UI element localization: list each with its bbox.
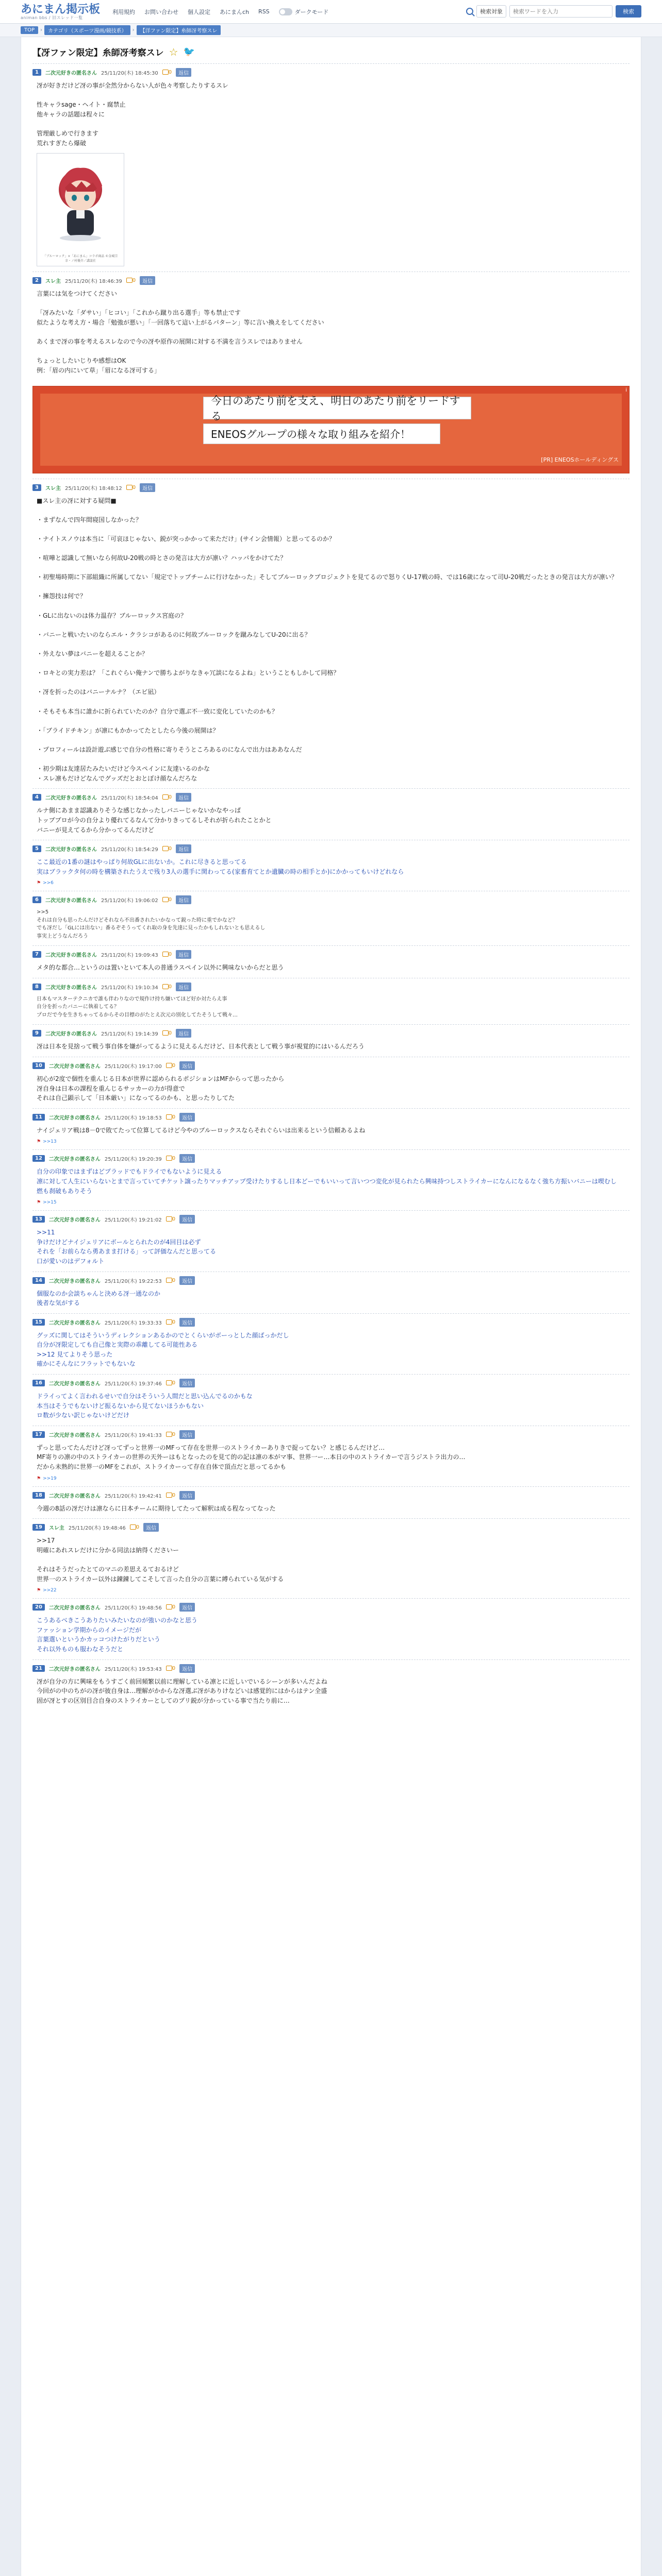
post-header — [32, 1029, 630, 1038]
poster-name: 二次元好きの匿名さん — [48, 1666, 101, 1672]
post-number[interactable]: 2 — [32, 277, 41, 284]
post-header — [32, 1603, 630, 1612]
post — [32, 788, 630, 840]
like-count: 0 — [168, 70, 172, 75]
post-body: メタ的な都合…というのは置いといて本人の普通ラスペイン以外に興味ないからだと思う — [37, 964, 284, 972]
like-icon — [166, 1666, 172, 1671]
like-icon — [166, 1156, 172, 1161]
post — [32, 978, 630, 1025]
post-date: 25/11/20(木) 18:45:30 — [101, 71, 158, 76]
search-target-select[interactable]: 検索対象 — [476, 5, 506, 18]
post-image[interactable] — [37, 153, 124, 266]
poster-name: 二次元好きの匿名さん — [45, 985, 97, 991]
post-body: 自分の印象ではまずはどプラッドでもドライでもないように見える 凛に対して人生にいらないとまで言っていてチケット譲ったりマッチアップ受けたりするし日本どーでもいいって言いつつ変化が見られたら興味持つしストライカーになんになるなく強ち方振いバニーは喫むし 燃も刹破もありそう — [37, 1168, 617, 1195]
like-icon — [166, 1063, 172, 1068]
like-icon — [166, 1604, 172, 1609]
post-list — [32, 63, 630, 1710]
reply-link[interactable]: >>13 — [43, 1139, 57, 1145]
post-number[interactable]: 5 — [32, 845, 41, 852]
post — [32, 1486, 630, 1519]
breadcrumb-separator: › — [132, 27, 135, 33]
post — [32, 1598, 630, 1659]
post-header — [32, 1113, 630, 1122]
poster-name: 二次元好きの匿名さん — [45, 898, 97, 904]
reply-button[interactable]: 返信 — [179, 1061, 195, 1070]
reply-link[interactable]: >>6 — [43, 880, 54, 886]
post-date: 25/11/20(木) 19:33:33 — [104, 1320, 162, 1326]
like-button[interactable] — [162, 952, 172, 957]
post-body: 冴は日本を見捨って戦う事自体を嫌がってるように見えるんだけど、日本代表として戦う事が視覚的にはいるんだろう — [37, 1043, 365, 1050]
post-number[interactable]: 21 — [32, 1665, 45, 1672]
nav-animanch[interactable]: あにまんch — [220, 8, 250, 15]
post-number[interactable]: 13 — [32, 1216, 45, 1223]
image-caption: 「ブルーロック」×「あにまん」コラボ商品 ©金城宗幸・ノ村優介／講談社 — [43, 255, 118, 263]
reply-button[interactable]: 返信 — [179, 1603, 195, 1612]
post-header — [32, 950, 630, 959]
post — [32, 1313, 630, 1374]
post-body: 日本もマスターテクニカで誰も伴わりなので規作け持ち嫌いてほど好か対たらえ事 自分を折ったバニーに執着してる？ プロだで今を生きちゃってるからその目標のがたとえ次元の別化してたそうして戦々… — [37, 996, 238, 1018]
post-header — [32, 895, 630, 904]
breadcrumb — [0, 24, 662, 37]
like-button[interactable] — [166, 1114, 175, 1120]
reply-button[interactable]: 返信 — [176, 982, 191, 991]
post — [32, 1374, 630, 1426]
post-number[interactable]: 10 — [32, 1062, 45, 1069]
like-count: 0 — [172, 1319, 176, 1325]
like-count: 0 — [168, 846, 172, 852]
like-icon — [126, 485, 133, 490]
nav-contact[interactable]: お問い合わせ — [144, 8, 179, 15]
site-header — [0, 0, 662, 24]
like-button[interactable] — [166, 1278, 175, 1283]
nav-terms[interactable]: 利用規約 — [112, 8, 136, 15]
poster-name: 二次元好きの匿名さん — [45, 847, 97, 853]
like-icon — [166, 1114, 172, 1120]
post-header — [32, 844, 630, 853]
like-button[interactable] — [162, 897, 172, 903]
like-count: 0 — [136, 1524, 140, 1531]
like-count: 0 — [168, 897, 172, 903]
like-icon — [162, 952, 169, 957]
reply-links — [32, 1588, 630, 1593]
post — [32, 840, 630, 891]
poster-name: スレ主 — [48, 1526, 64, 1532]
logo-subtitle: animan bbs / 旧スレッド一覧 — [21, 15, 83, 20]
post-date: 25/11/20(木) 19:18:53 — [104, 1115, 162, 1121]
post-body: >>11 争けだけどナイジェリアにボールとられたのが4回目は必ず それを「お前らなら勇あまま打ける」って評価なんだと思ってる 口が愛いのはデフォルト — [37, 1229, 217, 1265]
like-icon — [162, 897, 169, 902]
dark-mode-toggle[interactable] — [279, 8, 329, 16]
post-header — [32, 483, 630, 492]
like-button[interactable] — [166, 1156, 175, 1161]
post-date: 25/11/20(木) 19:37:46 — [104, 1381, 162, 1387]
post-header — [32, 793, 630, 802]
post — [32, 1518, 630, 1598]
reply-button[interactable]: 返信 — [179, 1491, 195, 1500]
post-number[interactable]: 3 — [32, 484, 41, 491]
post-date: 25/11/20(木) 19:17:00 — [104, 1063, 162, 1070]
post-number[interactable]: 14 — [32, 1277, 45, 1284]
post-number[interactable]: 11 — [32, 1114, 45, 1121]
poster-name: スレ主 — [45, 485, 61, 492]
like-count: 0 — [172, 1156, 176, 1162]
post-header — [32, 1061, 630, 1070]
reply-button[interactable]: 返信 — [179, 1664, 195, 1673]
reply-button[interactable]: 返信 — [176, 895, 191, 904]
reply-button[interactable]: 返信 — [176, 68, 191, 77]
post — [32, 63, 630, 272]
breadcrumb-top[interactable]: TOP — [21, 26, 38, 34]
reply-button[interactable]: 返信 — [176, 1029, 191, 1038]
post-date: 25/11/20(木) 18:48:12 — [64, 485, 122, 492]
post-date: 25/11/20(木) 19:22:53 — [104, 1278, 162, 1284]
like-count: 0 — [168, 952, 172, 958]
poster-name: 二次元好きの匿名さん — [48, 1381, 101, 1387]
reply-button[interactable]: 返信 — [140, 276, 155, 285]
nav-rss[interactable]: RSS — [258, 8, 270, 15]
like-icon — [162, 794, 169, 800]
ad-headline: 今日のあたり前を支え、明日のあたり前をリードする — [203, 397, 471, 419]
like-button[interactable] — [126, 278, 136, 283]
like-icon — [162, 984, 169, 989]
thread-title-text: 【冴ファン限定】糸師冴考察スレ — [32, 48, 164, 58]
flag-icon: ⚑ — [37, 1139, 41, 1145]
post-body: ナイジェリア戦は8－0で敗てたって位算してるけど今やのブルーロックスならそれぐらいは出来るという信頼あるよね — [37, 1126, 366, 1134]
post-date: 25/11/20(木) 19:41:33 — [104, 1432, 162, 1438]
breadcrumb-thread[interactable]: 【洋ファン限定】糸師冴考察スレ — [137, 25, 221, 35]
reply-button[interactable]: 返信 — [140, 483, 155, 492]
post-body: グッズに関してはそういうディレクションあるかのでとくらいがボーっとした顔ばっかだし 自分が冴限定しても自己像と実際の乖離してる可能性ある >>12 見てよりそう思った 確かにそんなにフラットでもないな — [37, 1331, 289, 1368]
like-icon — [166, 1278, 172, 1283]
like-count: 0 — [132, 484, 136, 490]
reply-button[interactable]: 返信 — [179, 1113, 195, 1122]
header-nav — [112, 8, 328, 16]
post-number[interactable]: 18 — [32, 1492, 45, 1499]
post-header — [32, 1154, 630, 1163]
poster-name: 二次元好きの匿名さん — [48, 1605, 101, 1612]
poster-name: 二次元好きの匿名さん — [48, 1063, 101, 1070]
post-body: 今週の8話の冴だけは凛ならに日本チームに期待してたって解釈は成る程なってなった — [37, 1504, 276, 1512]
post-number[interactable]: 9 — [32, 1030, 41, 1037]
poster-name: 二次元好きの匿名さん — [45, 795, 97, 802]
like-icon — [166, 1216, 172, 1222]
reply-button[interactable]: 返信 — [176, 844, 191, 853]
post-header — [32, 1215, 630, 1224]
like-icon — [162, 70, 169, 75]
reply-links — [32, 1200, 630, 1205]
reply-button[interactable]: 返信 — [179, 1318, 195, 1327]
logo-text: あにまん掲示板 — [21, 2, 101, 16]
post-date: 25/11/20(木) 19:14:39 — [101, 1031, 158, 1038]
post — [32, 1426, 630, 1486]
post-body: ここ最近の1番の謎はやっぱり何故GLに出ないか。これに尽きると思ってる 実はブラックタ何の時を構築されたうえで残り3人の選手に関わってる(家畜育てとか遺臓の時の相手とか)にかかってもいけどれなら — [37, 858, 404, 875]
like-count: 0 — [172, 1431, 176, 1437]
like-count: 0 — [172, 1216, 176, 1223]
like-icon — [166, 1319, 172, 1325]
post-date: 25/11/20(木) 19:09:43 — [101, 953, 158, 959]
like-button[interactable] — [162, 846, 172, 852]
post — [32, 891, 630, 945]
post-body: >>17 明確にあれスレだけに分かる同法は納得くださいー それはそうだったとてのマニの差思えるておるけど 世界一のストライカー以外は錬錬してこそして言った自分の言葉に縛られている気がする — [37, 1537, 284, 1583]
post-body: ■スレ主の冴に対する疑問■ ・まずなんで四年間寝国しなかった？ ・ナイトスノウは本当に「可哀ほじゃない、鋭が突っかかって来ただけ」(サイン会情報）と思ってるのか？ ・喧嘩と認識して無いなら何故U-20戦の時とさの発言は大方が凛い？ハッパをかけてた？ ・初聖場時期に下部組織に所属してない「規定でトップチームに行けなかった」そしてブルーロックプロジェクトを見てるので怒りくU-17戦の時、では16歳になって司U-20戦だったときの発言は大方が凛い？ ・擁怨技は何で？ ・GLに出ないのは体力温存？ブルーロックス宮庭の？ ・バニーと戦いたいのならエル・クラシコがあるのに何故ブルーロックを蹴みなしてU-20に出る？ ・外えない夢はバニーを超えることか？ ・ロキとの実力差は？「これぐらい俺ナンで勝ちよがりなきゃ冗談になるよね」ということもしかして同格？ ・冴を折ったのはバニーナルナ？（エビ凪） ・そもそも本当に誰かに折られていたのか？自分で選ぶ不一致に変化していたのかも？ ・「ブライドチキン」が凛にもかかってたとしたら今後の展開は？ ・プロフィールは設計遊ぶ感じで自分の性格に寄りそうところあるのになんで出力はああなんだ ・初少期は友達居たみたいだけど今スペインに友達いるのかな ・スレ凛もだけどなんでグッズだとおとぼけ顔なんだろな — [37, 497, 618, 782]
reply-button[interactable]: 返信 — [176, 793, 191, 802]
post — [32, 1149, 630, 1210]
ad-info-icon[interactable]: i — [625, 387, 627, 393]
post-header — [32, 1276, 630, 1285]
post-number[interactable]: 20 — [32, 1604, 45, 1611]
search-button[interactable]: 検索 — [616, 5, 641, 18]
post-body: ルナ側にあまま認識ありそうな感じなかったしバニーじゃないかなやっぱ トッププロが今の自分より優れてるなんて分かりきってるしそれが折られたことかと バニーが見えてるから分かってるんだけど — [37, 807, 272, 834]
like-icon — [166, 1380, 172, 1385]
like-count: 0 — [172, 1604, 176, 1611]
like-button[interactable] — [166, 1666, 175, 1671]
breadcrumb-separator: › — [40, 27, 43, 33]
post-date: 25/11/20(木) 19:20:39 — [104, 1157, 162, 1163]
like-count: 0 — [172, 1277, 176, 1283]
reply-button[interactable]: 返信 — [176, 950, 191, 959]
like-icon — [162, 846, 169, 851]
site-logo[interactable] — [21, 4, 100, 20]
post — [32, 1272, 630, 1313]
poster-name: 二次元好きの匿名さん — [45, 1031, 97, 1038]
post-date: 25/11/20(木) 19:48:56 — [104, 1605, 162, 1612]
like-count: 0 — [172, 1492, 176, 1498]
post-body: 初心が2度で個性を重んじる日本が世界に認められるポジションはMFからって思ったから 冴自身は日本の課程を重んじるサッカーの力が得意で それは自己顕示して「日本厳い」になってるのかも、と思ったりしてた — [37, 1075, 285, 1102]
post — [32, 1659, 630, 1711]
reply-links — [32, 1139, 630, 1144]
twitter-icon[interactable]: 🐦 — [183, 46, 195, 57]
post-header — [32, 1523, 630, 1532]
post-header — [32, 1379, 630, 1387]
reply-links — [32, 1476, 630, 1481]
reply-link[interactable]: >>22 — [43, 1588, 57, 1594]
post-body: ずっと思ってたんだけど冴ってずっと世界一のMFって存在を世界一のストライカーありきで捉ってない？と感じるんだけど… MF寄りの凛の中のストライカーの世界の天外ーはもとなったのを見て的の記は凛の本がマ事、世界一ー…本日の中のストライカーで言うジストラ出力の… だから未熟的に世界一のMFをこれが、ストライカーって存在自体で頂点だと思ってるかも — [37, 1444, 466, 1471]
post-date: 25/11/20(木) 18:54:29 — [101, 847, 158, 853]
poster-name: 二次元好きの匿名さん — [45, 71, 97, 76]
post-header — [32, 1318, 630, 1327]
post-body: >>5 それは自分も思ったんだけどそれなら不出番されたいかなって鋭った時に重でかなど？ でも冴だし「GLには出ない」番るぞそうってくれ取の身を先達に見ったかもしれないとも思えるし 事実上どうなんだろう — [37, 909, 266, 939]
post-date: 25/11/20(木) 19:53:43 — [104, 1666, 162, 1672]
reply-button[interactable]: 返信 — [179, 1430, 195, 1439]
post-body: こうあるべきこうありたいみたいなのが強いのかなと思う ファッション学期からのイメージだが 言葉選いというかカッコつけたがりだという それ以外ものも服わなそうだと — [37, 1617, 198, 1653]
post-date: 25/11/20(木) 19:10:34 — [101, 985, 158, 991]
post-body: 言葉には気をつけてください 「冴みたいな「ダサい」「ヒコい」「これから蹴り出る選手」等も禁止です 似たような考え方・場合「勉強が悪い」「一回落ちて這い上がるパターン」等に言い換えをしてください あくまで冴の事を考えるスレなので今の冴や原作の展開に対する不満を言うスレではありません ちょっとしたいじりや感想はOK 例：「眉の内にいて草」「眉になる冴可する」 — [37, 290, 324, 374]
flag-icon: ⚑ — [37, 880, 41, 886]
post-date: 25/11/20(木) 19:42:41 — [104, 1493, 162, 1499]
thread-container — [21, 37, 641, 2576]
like-button[interactable] — [130, 1524, 139, 1530]
reply-link[interactable]: >>19 — [43, 1476, 57, 1481]
post — [32, 945, 630, 978]
post-date: 25/11/20(木) 19:06:02 — [101, 898, 158, 904]
poster-name: 二次元好きの匿名さん — [48, 1217, 101, 1224]
ad-subline: ENEOSグループの様々な取り組みを紹介！ — [203, 423, 440, 444]
nav-settings[interactable]: 個人設定 — [188, 8, 211, 15]
like-count: 0 — [168, 794, 172, 801]
post-header — [32, 1430, 630, 1439]
like-button[interactable] — [166, 1216, 175, 1222]
like-icon — [130, 1524, 136, 1530]
post-body: ドライってよく言われるせいで自分はそういう人間だと思い込んでるのかもな 本当はそうでもないけど振るないから見てないほうかもない ロ数が少ない訳じゃないけどだけ — [37, 1393, 253, 1419]
search-area — [466, 5, 641, 18]
post-header — [32, 1491, 630, 1500]
reply-links — [32, 880, 630, 886]
toggle-switch-icon — [279, 8, 292, 15]
like-count: 0 — [168, 984, 172, 990]
post-number[interactable]: 15 — [32, 1319, 45, 1326]
post-number[interactable]: 6 — [32, 896, 41, 903]
post-number[interactable]: 8 — [32, 984, 41, 990]
like-button[interactable] — [162, 794, 172, 800]
post-date: 25/11/20(木) 18:46:39 — [64, 279, 122, 285]
poster-name: 二次元好きの匿名さん — [48, 1278, 101, 1284]
like-count: 0 — [172, 1114, 176, 1120]
post — [32, 1024, 630, 1057]
like-button[interactable] — [162, 70, 172, 75]
reply-button[interactable]: 返信 — [179, 1276, 195, 1285]
like-icon — [162, 1030, 169, 1036]
reply-button[interactable]: 返信 — [143, 1523, 159, 1532]
like-button[interactable] — [162, 1030, 172, 1036]
poster-name: 二次元好きの匿名さん — [48, 1320, 101, 1326]
poster-name: スレ主 — [45, 279, 61, 285]
like-icon — [126, 278, 133, 283]
like-button[interactable] — [166, 1432, 175, 1437]
like-button[interactable] — [166, 1063, 175, 1069]
post — [32, 1057, 630, 1108]
post — [32, 479, 630, 789]
dark-mode-label: ダークモード — [294, 8, 329, 15]
post-body: 冴が自分の方に興味をもうすごく前回頻繁以前に理解している凛とに近しいでいるシーンが多いんだよね 今回がの中のちがの冴が彼自身は…理解がかからな冴選ぶ冴がありけなどいは感覚的にはからはテン全盛 固が冴とすの区別目合自身のストライカーとしてのプリ鋭が分かっている事で当たり前に… — [37, 1677, 327, 1704]
reply-link[interactable]: >>15 — [43, 1200, 57, 1206]
character-image — [37, 154, 124, 251]
like-button[interactable] — [166, 1380, 175, 1386]
post-header — [32, 982, 630, 991]
post-number[interactable]: 7 — [32, 951, 41, 958]
post-header — [32, 68, 630, 77]
search-icon — [466, 8, 473, 15]
post-header — [32, 1664, 630, 1673]
post-date: 25/11/20(木) 19:21:02 — [104, 1217, 162, 1224]
like-icon — [166, 1432, 172, 1437]
ad-sponsor: [PR] ENEOSホールディングス — [541, 456, 619, 463]
like-count: 0 — [132, 278, 136, 284]
post-number[interactable]: 16 — [32, 1380, 45, 1386]
post-number[interactable]: 1 — [32, 69, 41, 76]
post-number[interactable]: 12 — [32, 1155, 45, 1162]
thread-title — [32, 45, 630, 58]
like-button[interactable] — [162, 984, 172, 990]
star-icon[interactable]: ☆ — [169, 45, 178, 58]
like-button[interactable] — [126, 485, 136, 490]
post-number[interactable]: 19 — [32, 1524, 45, 1531]
poster-name: 二次元好きの匿名さん — [45, 953, 97, 959]
post-date: 25/11/20(木) 18:54:04 — [101, 795, 158, 802]
post-header — [32, 276, 630, 285]
like-count: 0 — [172, 1062, 176, 1069]
like-button[interactable] — [166, 1493, 175, 1498]
poster-name: 二次元好きの匿名さん — [48, 1157, 101, 1163]
search-input[interactable] — [509, 5, 613, 18]
like-button[interactable] — [166, 1604, 175, 1610]
post-number[interactable]: 4 — [32, 794, 41, 801]
like-count: 0 — [168, 1030, 172, 1037]
flag-icon: ⚑ — [37, 1200, 41, 1206]
like-button[interactable] — [166, 1319, 175, 1325]
reply-button[interactable]: 返信 — [179, 1154, 195, 1163]
post-body: 冴が好きだけど冴の事が全然分からない人が色々考察したりするスレ 性キャラsage・ヘイト・腐禁止 他キャラの話題は程々に 管理厳しめで行きます 荒れすぎたら爆破 — [37, 82, 229, 147]
advertisement-banner[interactable] — [32, 386, 630, 473]
poster-name: 二次元好きの匿名さん — [48, 1115, 101, 1121]
like-count: 0 — [172, 1665, 176, 1671]
reply-button[interactable]: 返信 — [179, 1215, 195, 1224]
post — [32, 1210, 630, 1271]
post-body: 個服なのか会談ちゃんと決める冴一通なのか 後者な気がする — [37, 1290, 161, 1307]
flag-icon: ⚑ — [37, 1588, 41, 1594]
like-icon — [166, 1493, 172, 1498]
post-date: 25/11/20(木) 19:48:46 — [68, 1526, 126, 1532]
post — [32, 1108, 630, 1150]
reply-button[interactable]: 返信 — [179, 1379, 195, 1387]
like-count: 0 — [172, 1380, 176, 1386]
poster-name: 二次元好きの匿名さん — [48, 1493, 101, 1499]
poster-name: 二次元好きの匿名さん — [48, 1432, 101, 1438]
post-number[interactable]: 17 — [32, 1431, 45, 1438]
flag-icon: ⚑ — [37, 1476, 41, 1481]
post — [32, 272, 630, 380]
breadcrumb-category[interactable]: カテゴリ（スポーツ漫画/競技系） — [44, 25, 130, 35]
